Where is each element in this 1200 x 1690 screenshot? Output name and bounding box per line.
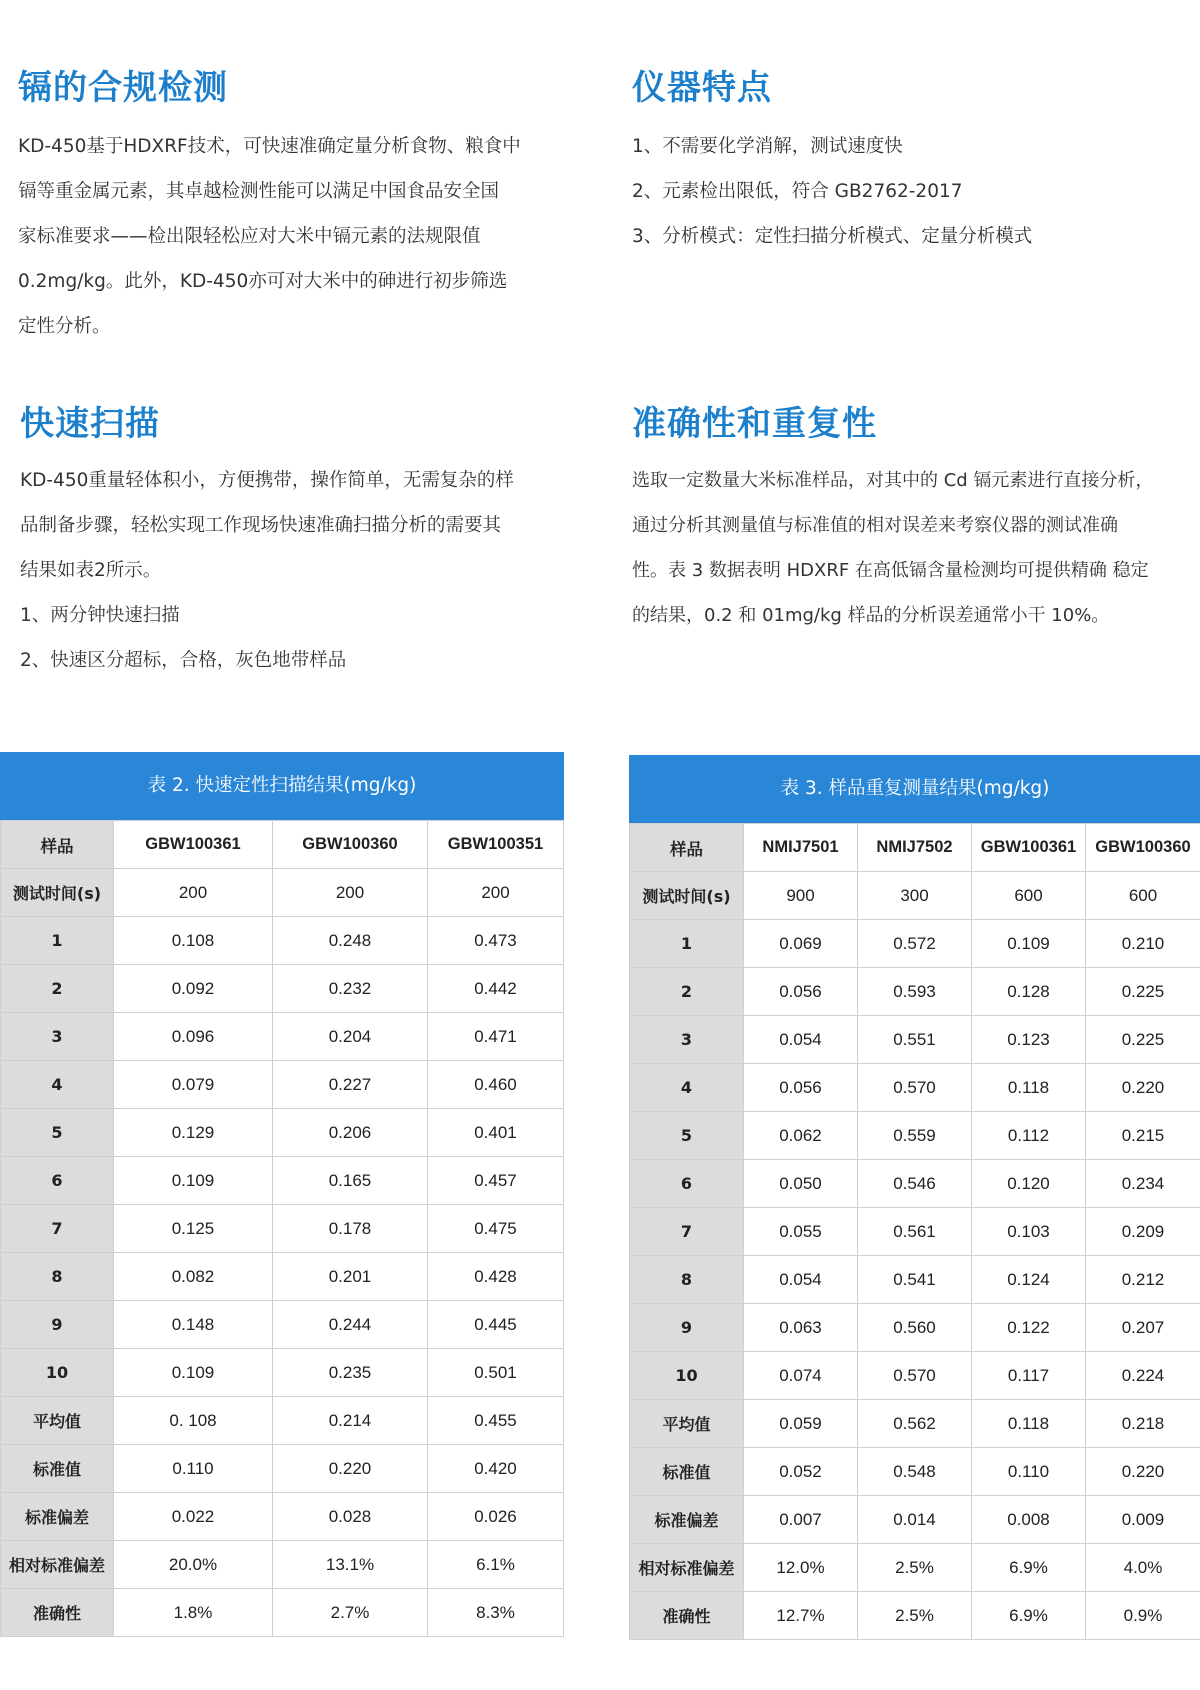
table-cell: 200 [428,869,564,917]
table-caption: 表 3. 样品重复测量结果(mg/kg) [629,755,1200,823]
table-cell: 0.227 [273,1061,428,1109]
table-cell: 0.109 [114,1349,273,1397]
table-cell: 600 [1086,872,1200,920]
table-cell: 2.7% [273,1589,428,1637]
table-cell: 0.207 [1086,1304,1200,1352]
table-cell: 0.541 [858,1256,972,1304]
paragraph-line: 选取一定数量大米标准样品，对其中的 Cd 镉元素进行直接分析， [632,470,1154,491]
row-header: 9 [630,1304,744,1352]
table-cell: 0.074 [744,1352,858,1400]
table-cell: 0.445 [428,1301,564,1349]
row-header: 5 [630,1112,744,1160]
table-row [630,1160,1200,1208]
row-header: 2 [630,968,744,1016]
table-row [1,1013,564,1061]
table-row [630,920,1200,968]
table-cell: 0.561 [858,1208,972,1256]
table-row [1,1109,564,1157]
table-row [1,1301,564,1349]
section-title: 准确性和重复性 [632,404,877,444]
list-item: 1、不需要化学消解，测试速度快 [632,136,903,157]
table-cell: 200 [273,869,428,917]
table-cell: 0.118 [972,1064,1086,1112]
table-cell: 6.9% [972,1544,1086,1592]
table-cell: 13.1% [273,1541,428,1589]
table-cell: 0.109 [972,920,1086,968]
table-row [1,1349,564,1397]
table-cell: 0.054 [744,1016,858,1064]
table-row [630,1496,1200,1544]
section-paragraph [18,124,563,349]
table-cell: 0.560 [858,1304,972,1352]
corner-header: 样品 [630,824,744,872]
table-row [630,872,1200,920]
table-cell: 0.148 [114,1301,273,1349]
table-cell: 0.125 [114,1205,273,1253]
table-cell: 0.103 [972,1208,1086,1256]
table-cell: 0.224 [1086,1352,1200,1400]
table-cell: 0.056 [744,1064,858,1112]
table-row [1,869,564,917]
row-header: 2 [1,965,114,1013]
table-cell: 0.079 [114,1061,273,1109]
table-cell: 900 [744,872,858,920]
table-cell: 0.109 [114,1157,273,1205]
column-header: NMIJ7501 [744,824,858,872]
table-cell: 0.473 [428,917,564,965]
list-item: 1、两分钟快速扫描 [20,605,180,626]
paragraph-line: 家标准要求——检出限轻松应对大米中镉元素的法规限值 [18,226,481,247]
table-cell: 0.118 [972,1400,1086,1448]
table-row [630,1112,1200,1160]
table-cell: 6.9% [972,1592,1086,1640]
table-cell: 0. 108 [114,1397,273,1445]
table-cell: 0.165 [273,1157,428,1205]
table-cell: 0.117 [972,1352,1086,1400]
list-item: 3、分析模式：定性扫描分析模式、定量分析模式 [632,226,1033,247]
table-row [1,1493,564,1541]
table-cell: 0.062 [744,1112,858,1160]
paragraph-line: 通过分析其测量值与标准值的相对误差来考察仪器的测试准确 [632,515,1118,536]
table-cell: 0.063 [744,1304,858,1352]
section-cadmium-compliance [18,66,563,349]
table-cell: 8.3% [428,1589,564,1637]
table-row [630,1592,1200,1640]
column-header: GBW100360 [273,821,428,869]
column-header: NMIJ7502 [858,824,972,872]
table-cell: 0.120 [972,1160,1086,1208]
table-row [1,1061,564,1109]
paragraph-line: KD-450基于HDXRF技术，可快速准确定量分析食物、粮食中 [18,136,521,157]
row-header: 标准值 [630,1448,744,1496]
table-cell: 0.009 [1086,1496,1200,1544]
table-cell: 0.026 [428,1493,564,1541]
table-cell: 0.572 [858,920,972,968]
table-cell: 0.050 [744,1160,858,1208]
table-cell: 0.460 [428,1061,564,1109]
table-cell: 0.123 [972,1016,1086,1064]
table-cell: 0.210 [1086,920,1200,968]
table-cell: 0.551 [858,1016,972,1064]
row-header: 标准值 [1,1445,114,1493]
section-paragraph [632,458,1197,638]
table-cell: 0.096 [114,1013,273,1061]
row-header: 1 [1,917,114,965]
table-cell: 0.122 [972,1304,1086,1352]
table-cell: 0.092 [114,965,273,1013]
paragraph-line: 的结果，0.2 和 01mg/kg 样品的分析误差通常小干 10%。 [632,605,1110,626]
table-cell: 0.455 [428,1397,564,1445]
table-cell: 0.124 [972,1256,1086,1304]
table-cell: 0.218 [1086,1400,1200,1448]
table-cell: 0.225 [1086,1016,1200,1064]
table-cell: 0.212 [1086,1256,1200,1304]
row-header: 7 [630,1208,744,1256]
table-row [1,1589,564,1637]
table-cell: 0.214 [273,1397,428,1445]
table-header-row [1,821,564,869]
table-row [1,1397,564,1445]
table-cell: 0.235 [273,1349,428,1397]
table-row [630,1208,1200,1256]
table-cell: 0.108 [114,917,273,965]
table-row [630,1544,1200,1592]
section-accuracy-repeatability [632,402,1197,638]
table-caption: 表 2. 快速定性扫描结果(mg/kg) [0,752,564,820]
table-cell: 0.234 [1086,1160,1200,1208]
table-cell: 0.059 [744,1400,858,1448]
table-cell: 0.546 [858,1160,972,1208]
table-cell: 0.129 [114,1109,273,1157]
table-cell: 0.225 [1086,968,1200,1016]
table-cell: 12.7% [744,1592,858,1640]
table-cell: 0.082 [114,1253,273,1301]
table-cell: 0.562 [858,1400,972,1448]
section-instrument-features [632,66,1177,259]
paragraph-line: 定性分析。 [18,316,111,337]
paragraph-line: 0.2mg/kg。此外，KD-450亦可对大米中的砷进行初步筛选 [18,271,508,292]
table-cell: 0.457 [428,1157,564,1205]
table-cell: 0.244 [273,1301,428,1349]
table-cell: 0.548 [858,1448,972,1496]
row-header: 4 [1,1061,114,1109]
section-title: 镉的合规检测 [18,68,228,108]
row-header: 6 [1,1157,114,1205]
table-cell: 0.206 [273,1109,428,1157]
row-header: 测试时间(s) [1,869,114,917]
table-cell: 0.055 [744,1208,858,1256]
table-row [630,1400,1200,1448]
row-header: 1 [630,920,744,968]
table-cell: 0.201 [273,1253,428,1301]
row-header: 4 [630,1064,744,1112]
table-cell: 0.428 [428,1253,564,1301]
table-cell: 0.110 [972,1448,1086,1496]
table-row [630,1256,1200,1304]
table-row [1,1445,564,1493]
table-cell: 300 [858,872,972,920]
table-cell: 0.420 [428,1445,564,1493]
table-cell: 0.475 [428,1205,564,1253]
table-cell: 0.501 [428,1349,564,1397]
section-fast-scan [20,402,565,683]
row-header: 标准偏差 [630,1496,744,1544]
row-header: 标准偏差 [1,1493,114,1541]
table-header-row [630,824,1200,872]
table-cell: 6.1% [428,1541,564,1589]
corner-header: 样品 [1,821,114,869]
column-header: GBW100361 [972,824,1086,872]
row-header: 10 [1,1349,114,1397]
table-cell: 0.008 [972,1496,1086,1544]
table-cell: 0.401 [428,1109,564,1157]
row-header: 准确性 [1,1589,114,1637]
paragraph-line: 结果如表2所示。 [20,560,162,581]
table-row [630,1304,1200,1352]
list-item: 2、快速区分超标，合格，灰色地带样品 [20,650,347,671]
table-cell: 0.215 [1086,1112,1200,1160]
column-header: GBW100351 [428,821,564,869]
row-header: 9 [1,1301,114,1349]
table-cell: 2.5% [858,1592,972,1640]
table-cell: 20.0% [114,1541,273,1589]
table-cell: 0.442 [428,965,564,1013]
paragraph-line: 镉等重金属元素，其卓越检测性能可以满足中国食品安全国 [18,181,500,202]
table-row [1,1541,564,1589]
row-header: 相对标准偏差 [630,1544,744,1592]
row-header: 测试时间(s) [630,872,744,920]
table-cell: 0.007 [744,1496,858,1544]
table-cell: 12.0% [744,1544,858,1592]
row-header: 3 [1,1013,114,1061]
table-row [630,1448,1200,1496]
table-cell: 0.559 [858,1112,972,1160]
table-cell: 0.128 [972,968,1086,1016]
row-header: 5 [1,1109,114,1157]
row-header: 3 [630,1016,744,1064]
table-cell: 0.232 [273,965,428,1013]
table-cell: 0.028 [273,1493,428,1541]
row-header: 10 [630,1352,744,1400]
table-cell: 0.209 [1086,1208,1200,1256]
paragraph-line: 性。表 3 数据表明 HDXRF 在高低镉含量检测均可提供精确 稳定 [632,560,1149,581]
feature-list [632,124,1177,259]
table-cell: 0.056 [744,968,858,1016]
table-row [1,1253,564,1301]
table-cell: 0.248 [273,917,428,965]
row-header: 8 [1,1253,114,1301]
table-cell: 200 [114,869,273,917]
table-cell: 0.593 [858,968,972,1016]
table-cell: 0.9% [1086,1592,1200,1640]
row-header: 相对标准偏差 [1,1541,114,1589]
table-row [1,965,564,1013]
table-cell: 0.570 [858,1352,972,1400]
table-cell: 0.471 [428,1013,564,1061]
table-cell: 4.0% [1086,1544,1200,1592]
column-header: GBW100361 [114,821,273,869]
table-cell: 0.204 [273,1013,428,1061]
table-row [630,1064,1200,1112]
table-row [630,1016,1200,1064]
table-cell: 0.178 [273,1205,428,1253]
table-cell: 0.052 [744,1448,858,1496]
row-header: 7 [1,1205,114,1253]
table-cell: 1.8% [114,1589,273,1637]
section-paragraph [20,458,565,683]
row-header: 8 [630,1256,744,1304]
table-row [630,968,1200,1016]
table-cell: 0.069 [744,920,858,968]
paragraph-line: KD-450重量轻体积小，方便携带，操作简单，无需复杂的样 [20,470,514,491]
table-cell: 0.570 [858,1064,972,1112]
table-cell: 0.220 [1086,1448,1200,1496]
column-header: GBW100360 [1086,824,1200,872]
table-cell: 0.054 [744,1256,858,1304]
table-cell: 0.022 [114,1493,273,1541]
row-header: 平均值 [1,1397,114,1445]
section-title: 仪器特点 [632,68,772,108]
row-header: 准确性 [630,1592,744,1640]
table-cell: 0.112 [972,1112,1086,1160]
row-header: 平均值 [630,1400,744,1448]
table-cell: 2.5% [858,1544,972,1592]
table-cell: 0.014 [858,1496,972,1544]
table-fast-scan-results [0,752,564,1637]
table-row [1,917,564,965]
table-row [630,1352,1200,1400]
table-cell: 0.110 [114,1445,273,1493]
section-title: 快速扫描 [20,404,160,444]
table-cell: 0.220 [1086,1064,1200,1112]
row-header: 6 [630,1160,744,1208]
table-row [1,1205,564,1253]
table-repeat-measurement-results [629,755,1200,1640]
list-item: 2、元素检出限低，符合 GB2762-2017 [632,181,963,202]
table-row [1,1157,564,1205]
table-cell: 0.220 [273,1445,428,1493]
table-cell: 600 [972,872,1086,920]
paragraph-line: 品制备步骤，轻松实现工作现场快速准确扫描分析的需要其 [20,515,502,536]
